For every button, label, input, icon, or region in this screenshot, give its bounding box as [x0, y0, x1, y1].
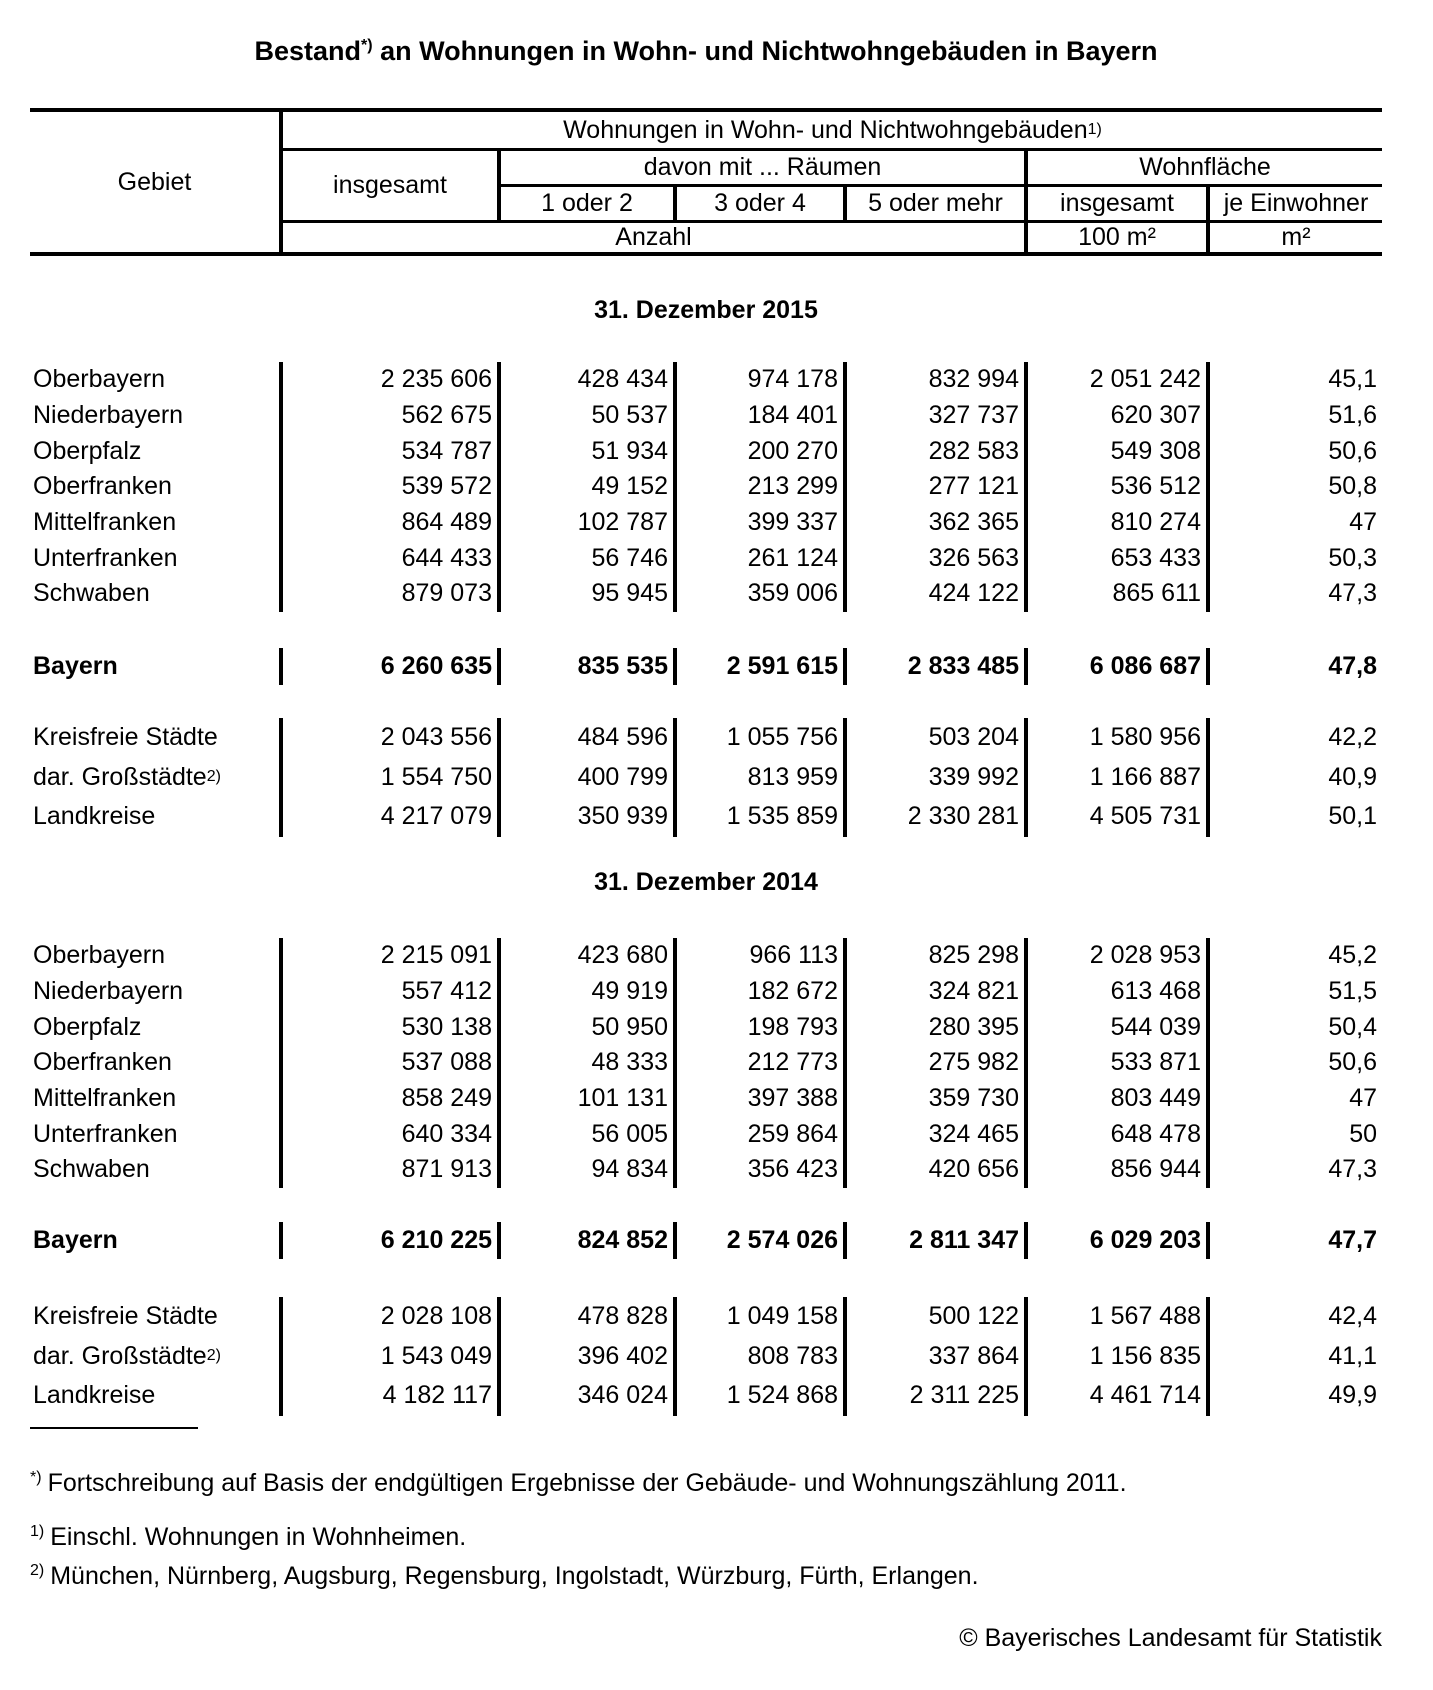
value-cell: 400 799 [501, 758, 677, 798]
data-block-2014-subtotals [30, 1297, 1382, 1416]
section-heading-2014: 31. Dezember 2014 [594, 868, 818, 896]
value-cell: 212 773 [677, 1045, 847, 1081]
value-cell: 825 298 [847, 938, 1028, 974]
value-cell: 51,5 [1328, 977, 1377, 1006]
value-cell: 1 156 835 [1028, 1337, 1210, 1377]
region-label: Landkreise [30, 797, 283, 837]
value-cell: 2 051 242 [1028, 362, 1210, 398]
value-cell: 280 395 [847, 1009, 1028, 1045]
region-label: dar. Großstädte 2) [30, 758, 283, 798]
region-label: Schwaben [30, 576, 283, 612]
value-cell: 424 122 [847, 576, 1028, 612]
value-cell: 45,2 [1328, 941, 1377, 970]
value-cell: 50,4 [1328, 1012, 1377, 1041]
value-cell: 47 [1349, 1084, 1377, 1113]
value-cell: 49,9 [1328, 1381, 1377, 1410]
value-cell: 1 049 158 [677, 1297, 847, 1337]
value-cell: 47,8 [1328, 652, 1377, 680]
value-cell: 810 274 [1028, 505, 1210, 541]
value-cell: 41,1 [1328, 1341, 1377, 1370]
value-cell: 6 260 635 [283, 648, 501, 685]
value-cell: 2 028 953 [1028, 938, 1210, 974]
value-cell: 213 299 [677, 469, 847, 505]
value-cell: 2 043 556 [283, 718, 501, 758]
column-header-1-oder-2: 1 oder 2 [501, 187, 677, 223]
value-cell: 182 672 [677, 974, 847, 1010]
value-cell: 47,7 [1328, 1226, 1377, 1254]
column-group-header-wohnflaeche: Wohnfläche [1028, 151, 1382, 187]
region-label: Oberpfalz [30, 433, 283, 469]
value-cell: 1 554 750 [283, 758, 501, 798]
value-cell: 324 465 [847, 1116, 1028, 1152]
column-header-3-oder-4: 3 oder 4 [677, 187, 847, 223]
value-cell: 1 567 488 [1028, 1297, 1210, 1337]
region-label: Niederbayern [30, 974, 283, 1010]
column-header-wohnflaeche-insgesamt: insgesamt [1028, 187, 1210, 223]
footnote-text: Fortschreibung auf Basis der endgültigen Ergebnisse der Gebäude- und Wohnungszählung 2011. [47, 1469, 1127, 1497]
value-cell: 871 913 [283, 1152, 501, 1188]
value-cell: 539 572 [283, 469, 501, 505]
value-cell: 184 401 [677, 398, 847, 434]
region-label: Mittelfranken [30, 1081, 283, 1117]
value-cell: 399 337 [677, 505, 847, 541]
region-label: Oberfranken [30, 469, 283, 505]
value-cell: 562 675 [283, 398, 501, 434]
value-cell: 339 992 [847, 758, 1028, 798]
data-block-2014-regions [30, 938, 1382, 1188]
value-cell: 835 535 [501, 648, 677, 685]
data-block-2014-bayern [30, 1222, 1382, 1259]
value-cell: 2 235 606 [283, 362, 501, 398]
value-cell: 813 959 [677, 758, 847, 798]
value-cell: 50,6 [1328, 436, 1377, 465]
value-cell: 536 512 [1028, 469, 1210, 505]
value-cell: 2 591 615 [677, 648, 847, 685]
value-cell: 428 434 [501, 362, 677, 398]
value-cell: 42,4 [1328, 1302, 1377, 1331]
value-cell: 359 006 [677, 576, 847, 612]
value-cell: 537 088 [283, 1045, 501, 1081]
value-cell: 856 944 [1028, 1152, 1210, 1188]
region-label: Unterfranken [30, 540, 283, 576]
value-cell: 1 535 859 [677, 797, 847, 837]
group-header-text: Wohnungen in Wohn- und Nichtwohngebäuden [563, 115, 1088, 144]
value-cell: 95 945 [501, 576, 677, 612]
value-cell: 396 402 [501, 1337, 677, 1377]
column-group-header-wohnungen: Wohnungen in Wohn- und Nichtwohngebäuden 1) [283, 112, 1382, 151]
unit-header-m2: m² [1281, 223, 1311, 251]
region-label: Unterfranken [30, 1116, 283, 1152]
value-cell: 50,1 [1328, 802, 1377, 831]
region-label: Kreisfreie Städte [30, 1297, 283, 1337]
value-cell: 879 073 [283, 576, 501, 612]
value-cell: 2 311 225 [847, 1376, 1028, 1416]
value-cell: 337 864 [847, 1337, 1028, 1377]
value-cell: 1 055 756 [677, 718, 847, 758]
region-label: Kreisfreie Städte [30, 718, 283, 758]
value-cell: 1 543 049 [283, 1337, 501, 1377]
value-cell: 4 217 079 [283, 797, 501, 837]
data-block-2015-bayern [30, 648, 1382, 685]
region-label: Bayern [30, 648, 283, 685]
value-cell: 94 834 [501, 1152, 677, 1188]
value-cell: 832 994 [847, 362, 1028, 398]
value-cell: 1 580 956 [1028, 718, 1210, 758]
value-cell: 2 811 347 [847, 1222, 1028, 1259]
region-label: Oberbayern [30, 938, 283, 974]
value-cell: 48 333 [501, 1045, 677, 1081]
value-cell: 549 308 [1028, 433, 1210, 469]
value-cell: 47 [1349, 508, 1377, 537]
value-cell: 2 833 485 [847, 648, 1028, 685]
column-group-header-raeume: davon mit ... Räumen [501, 151, 1028, 187]
value-cell: 484 596 [501, 718, 677, 758]
value-cell: 420 656 [847, 1152, 1028, 1188]
page-title [30, 36, 1382, 67]
value-cell: 56 005 [501, 1116, 677, 1152]
region-label: Oberbayern [30, 362, 283, 398]
value-cell: 50 537 [501, 398, 677, 434]
value-cell: 808 783 [677, 1337, 847, 1377]
data-block-2015-regions [30, 362, 1382, 612]
value-cell: 2 028 108 [283, 1297, 501, 1337]
value-cell: 326 563 [847, 540, 1028, 576]
data-block-2015-subtotals [30, 718, 1382, 837]
value-cell: 282 583 [847, 433, 1028, 469]
value-cell: 4 461 714 [1028, 1376, 1210, 1416]
value-cell: 346 024 [501, 1376, 677, 1416]
value-cell: 4 182 117 [283, 1376, 501, 1416]
value-cell: 478 828 [501, 1297, 677, 1337]
value-cell: 45,1 [1328, 365, 1377, 394]
value-cell: 51 934 [501, 433, 677, 469]
value-cell: 966 113 [677, 938, 847, 974]
value-cell: 533 871 [1028, 1045, 1210, 1081]
value-cell: 2 215 091 [283, 938, 501, 974]
footnote-1 [30, 1522, 1370, 1552]
value-cell: 49 919 [501, 974, 677, 1010]
value-cell: 277 121 [847, 469, 1028, 505]
region-label: Oberfranken [30, 1045, 283, 1081]
value-cell: 327 737 [847, 398, 1028, 434]
value-cell: 200 270 [677, 433, 847, 469]
value-cell: 6 210 225 [283, 1222, 501, 1259]
value-cell: 644 433 [283, 540, 501, 576]
value-cell: 51,6 [1328, 401, 1377, 430]
footnote-text: Einschl. Wohnungen in Wohnheimen. [50, 1523, 467, 1551]
footnote-asterisk [30, 1468, 1370, 1498]
footnote-marker: 2) [30, 1561, 45, 1579]
value-cell: 356 423 [677, 1152, 847, 1188]
value-cell: 50,6 [1328, 1048, 1377, 1077]
value-cell: 359 730 [847, 1081, 1028, 1117]
value-cell: 362 365 [847, 505, 1028, 541]
value-cell: 47,3 [1328, 1155, 1377, 1184]
value-cell: 50,8 [1328, 472, 1377, 501]
value-cell: 864 489 [283, 505, 501, 541]
value-cell: 397 388 [677, 1081, 847, 1117]
value-cell: 40,9 [1328, 762, 1377, 791]
value-cell: 803 449 [1028, 1081, 1210, 1117]
region-label: Mittelfranken [30, 505, 283, 541]
value-cell: 350 939 [501, 797, 677, 837]
value-cell: 4 505 731 [1028, 797, 1210, 837]
value-cell: 500 122 [847, 1297, 1028, 1337]
region-label: dar. Großstädte 2) [30, 1337, 283, 1377]
section-heading-2015: 31. Dezember 2015 [594, 296, 818, 324]
value-cell: 653 433 [1028, 540, 1210, 576]
value-cell: 6 086 687 [1028, 648, 1210, 685]
value-cell: 648 478 [1028, 1116, 1210, 1152]
footnote-divider [30, 1427, 198, 1429]
table-header [30, 108, 1382, 256]
title-text: Bestand [254, 36, 361, 66]
value-cell: 423 680 [501, 938, 677, 974]
value-cell: 50 950 [501, 1009, 677, 1045]
footnote-text: München, Nürnberg, Augsburg, Regensburg, Ingolstadt, Würzburg, Fürth, Erlangen. [50, 1562, 979, 1590]
value-cell: 613 468 [1028, 974, 1210, 1010]
value-cell: 1 166 887 [1028, 758, 1210, 798]
value-cell: 102 787 [501, 505, 677, 541]
region-label: Oberpfalz [30, 1009, 283, 1045]
value-cell: 865 611 [1028, 576, 1210, 612]
value-cell: 2 574 026 [677, 1222, 847, 1259]
value-cell: 824 852 [501, 1222, 677, 1259]
column-header-5-oder-mehr: 5 oder mehr [847, 187, 1028, 223]
value-cell: 49 152 [501, 469, 677, 505]
value-cell: 530 138 [283, 1009, 501, 1045]
title-text-suffix: an Wohnungen in Wohn- und Nichtwohngebäuden in Bayern [372, 36, 1158, 66]
value-cell: 620 307 [1028, 398, 1210, 434]
value-cell: 50 [1349, 1119, 1377, 1148]
value-cell: 544 039 [1028, 1009, 1210, 1045]
value-cell: 101 131 [501, 1081, 677, 1117]
value-cell: 324 821 [847, 974, 1028, 1010]
footnote-2 [30, 1561, 1370, 1591]
value-cell: 42,2 [1328, 723, 1377, 752]
title-footnote-marker: *) [361, 37, 373, 54]
value-cell: 6 029 203 [1028, 1222, 1210, 1259]
footnote-marker: 1) [30, 1522, 45, 1540]
value-cell: 640 334 [283, 1116, 501, 1152]
value-cell: 534 787 [283, 433, 501, 469]
value-cell: 56 746 [501, 540, 677, 576]
region-label: Landkreise [30, 1376, 283, 1416]
value-cell: 858 249 [283, 1081, 501, 1117]
region-label: Niederbayern [30, 398, 283, 434]
column-header-gebiet: Gebiet [30, 112, 283, 252]
region-label: Schwaben [30, 1152, 283, 1188]
value-cell: 261 124 [677, 540, 847, 576]
region-label: Bayern [30, 1222, 283, 1259]
value-cell: 2 330 281 [847, 797, 1028, 837]
value-cell: 50,3 [1328, 543, 1377, 572]
value-cell: 47,3 [1328, 579, 1377, 608]
value-cell: 557 412 [283, 974, 501, 1010]
footnote-marker: *) [30, 1468, 42, 1486]
column-header-insgesamt: insgesamt [283, 151, 501, 223]
unit-header-anzahl: Anzahl [283, 223, 1028, 252]
value-cell: 974 178 [677, 362, 847, 398]
value-cell: 198 793 [677, 1009, 847, 1045]
column-header-je-einwohner: je Einwohner [1210, 187, 1382, 223]
unit-header-100m2: 100 m² [1028, 223, 1210, 252]
copyright-notice: © Bayerisches Landesamt für Statistik [959, 1624, 1382, 1652]
value-cell: 503 204 [847, 718, 1028, 758]
value-cell: 259 864 [677, 1116, 847, 1152]
value-cell: 1 524 868 [677, 1376, 847, 1416]
value-cell: 275 982 [847, 1045, 1028, 1081]
